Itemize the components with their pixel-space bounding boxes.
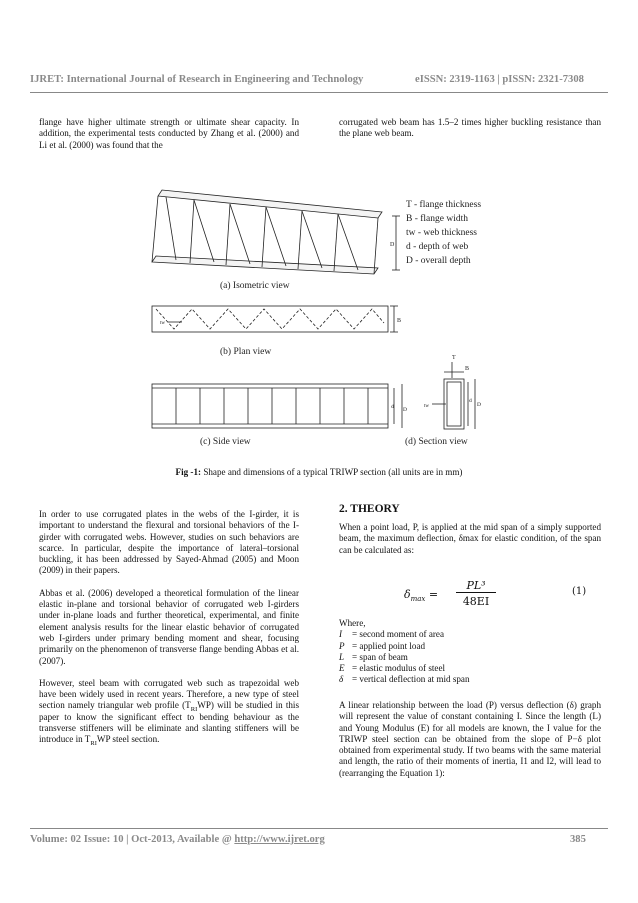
lbl-T-section: T: [452, 355, 456, 361]
side-view-drawing: [152, 384, 402, 428]
header-rule: [30, 92, 608, 93]
legend-line: D - overall depth: [406, 256, 471, 266]
journal-title: IJRET: International Journal of Research in Engineering and Technology: [30, 74, 364, 85]
paragraph: Abbas et al. (2006) developed a theoretical formulation of the linear elastic in-plane and torsional behavior of corrugated web I-girders under in-plane loads and further theoretical, experimental, and finite element analysis results for the linear elastic behavior of corrugated web I-girders under primary bending moment and shear, focusing primarily on the phenomenon of transverse flange bending Abbas et al. (2007).: [39, 587, 299, 666]
equation-number: (1): [572, 586, 587, 597]
theory-intro: When a point load, P, is applied at the mid span of a simply supported beam, the maximum deflection, δmax for elastic condition, of the span can be calculated as:: [339, 522, 601, 555]
lbl-B-section: B: [465, 366, 470, 372]
figure-legend: [406, 199, 481, 266]
left-column: [39, 509, 299, 757]
plan-view-drawing: [152, 306, 398, 332]
running-header: [30, 74, 608, 85]
page-number: 385: [570, 834, 586, 845]
journal-link[interactable]: http://www.ijret.org: [234, 834, 325, 845]
issn: eISSN: 2319-1163 | pISSN: 2321-7308: [415, 74, 584, 85]
paragraph: However, steel beam with corrugated web such as trapezoidal web have been widely used in recent years. Therefore, a new type of steel section namely triangular web profile $(T_{RI}WP)$ will be studied in this paper to know the significant effect to bending behaviour as the transverse stiffeners will be eliminate and slanting stiffeners will be introduce in $T_{RI}WP$ steel section.: [39, 677, 299, 748]
lbl-D-section: D: [477, 402, 481, 408]
lbl-d-section: d: [469, 398, 472, 404]
lbl-tw-plan: tw: [160, 321, 165, 326]
footer-volume: Volume: 02 Issue: 10 | Oct-2013, Available @: [30, 834, 235, 845]
lbl-D-iso: D: [390, 242, 395, 248]
figure-caption: [0, 467, 638, 477]
legend-line: T - flange thickness: [406, 200, 482, 210]
caption-label: Fig -1:: [175, 467, 202, 477]
legend-line: d - depth of web: [406, 242, 469, 252]
definition-row: L = span of beam: [339, 651, 408, 662]
legend-line: B - flange width: [406, 214, 469, 224]
lbl-tw-section: tw: [424, 404, 429, 409]
definition-row: δ = vertical deflection at mid span: [339, 674, 470, 685]
paragraph: In order to use corrugated plates in the webs of the I-girder, it is important to understand the flexural and torsional behaviors of the I-girder with corrugated webs. However, studies on such behaviors are scarce. In particular, despite the importance of lateral–torsional buckling, it has been addressed by Sayed-Ahmad (2005) and Moon (2009) in their papers.: [39, 509, 299, 576]
running-footer: [30, 834, 608, 845]
lbl-B-plan: B: [397, 318, 402, 324]
section-heading: 2. THEORY: [339, 503, 400, 515]
definition-row: I = second moment of area: [339, 629, 444, 640]
caption-text: Shape and dimensions of a typical TRIWP section (all units are in mm): [201, 467, 463, 477]
definition-row: P = applied point load: [339, 640, 426, 651]
top-right-text: corrugated web beam has 1.5–2 times higher buckling resistance than the plane web beam.: [339, 117, 601, 139]
definition-row: E = elastic modulus of steel: [339, 663, 446, 674]
footer-rule: [30, 828, 608, 829]
view-b-label: (b) Plan view: [220, 347, 272, 357]
theory-paragraph: A linear relationship between the load (P) versus deflection (δ) graph will represent the value of constant containing I. Since the length (L) and Young Modulus (E) for all models are known, the I value for the TRIWP steel section can be obtained from the slope of P−δ plot obtained from experimental study. If two beams with the same material and length, the ratio of their moments of inertia, I1 and I2, will lead to (rearranging the Equation 1):: [339, 700, 601, 778]
figure-triwp: [130, 166, 530, 462]
lbl-d-side: d: [391, 404, 394, 410]
view-a-label: (a) Isometric view: [220, 281, 290, 291]
section-view-drawing: [432, 362, 475, 429]
top-left-text: flange have higher ultimate strength or ultimate shear capacity. In addition, the experimental tests conducted by Zhang et al. (2000) and Li et al. (2000) was found that the: [39, 117, 299, 150]
legend-line: tw - web thickness: [406, 228, 477, 238]
view-d-label: (d) Section view: [405, 437, 468, 447]
variable-definitions: [339, 618, 470, 686]
view-c-label: (c) Side view: [200, 437, 251, 447]
isometric-drawing: [152, 190, 400, 274]
lbl-D-side: D: [403, 407, 407, 413]
where-label: Where,: [339, 618, 366, 628]
